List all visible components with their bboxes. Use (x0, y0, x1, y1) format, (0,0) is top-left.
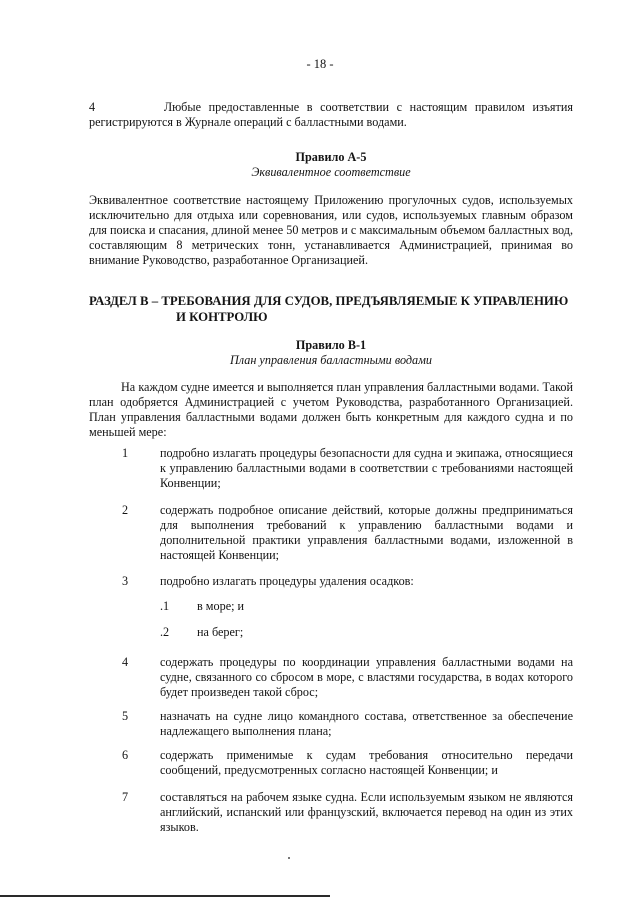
rule-a5-title: Правило А-5 (295, 150, 367, 164)
sub-item-text: на берег; (197, 625, 244, 639)
list-item-number: 3 (122, 574, 129, 588)
list-item-number: 1 (122, 446, 129, 460)
page-number: - 18 - (306, 57, 334, 71)
list-item-text: назначать на судне лицо командного состава, ответственное за обеспечение надлежащего выполнения плана; (160, 709, 573, 738)
list-item-number: 2 (122, 503, 129, 517)
exemptions-line-1: 4 Любые предоставленные в соответствии с настоящим правилом изъятия (89, 100, 573, 114)
scan-speck (288, 857, 290, 859)
list-item-number: 4 (122, 655, 129, 669)
section-b-line-1: РАЗДЕЛ В – ТРЕБОВАНИЯ ДЛЯ СУДОВ, ПРЕДЪЯВЛЯЕМЫЕ К УПРАВЛЕНИЮ (89, 294, 569, 308)
section-b-line-2: И КОНТРОЛЮ (176, 310, 268, 324)
sub-item-number: .2 (160, 625, 170, 639)
rule-a5-text: Эквивалентное соответствие настоящему Приложению прогулочных судов, используемых исключительно для отдыха или соревнования, или судов, используемых главным образом для поиска и спасания, длиной менее 50 метров и с максимальным объемом балластных вод, составляющим 8 метрических тонн, устанавливается Администрацией, принимая во внимание Руководство, разработанное Организацией. (89, 193, 573, 267)
sub-item-number: .1 (160, 599, 170, 613)
section-b-heading (89, 293, 579, 325)
list-item-text: подробно излагать процедуры безопасности для судна и экипажа, относящиеся к управлению балластными водами в соответствии с требованиями настоящей Конвенции; (160, 446, 573, 490)
list-item-text: составляться на рабочем языке судна. Если используемым языком не являются английский, испанский или французский, включается перевод на один из этих языков. (160, 790, 573, 834)
list-item-text: подробно излагать процедуры удаления осадков: (160, 574, 414, 588)
list-item-number: 6 (122, 748, 129, 762)
list-item-number: 5 (122, 709, 129, 723)
sub-item-text: в море; и (197, 599, 245, 613)
rule-a5-subtitle: Эквивалентное соответствие (251, 165, 411, 179)
rule-b1-title: Правило В-1 (295, 338, 367, 352)
list-item-text: содержать подробное описание действий, которые должны предприниматься для выполнения требований к управлению балластными водами и дополнительной практики управления балластными водами, изложенной в настоящей Конвенции; (160, 503, 573, 562)
list-item-text: содержать процедуры по координации управления балластными водами на судне, связанного со сбросом в море, с властями государства, в водах которого будет произведен такой сброс; (160, 655, 573, 699)
list-item-text: содержать применимые к судам требования относительно передачи сообщений, предусмотренных согласно настоящей Конвенции; и (160, 748, 573, 777)
list-item-number: 7 (122, 790, 129, 804)
footer-rule (0, 895, 330, 897)
exemptions-paragraph (89, 100, 573, 130)
exemptions-line-2: регистрируются в Журнале операций с балластными водами. (89, 115, 407, 129)
rule-b1-intro: На каждом судне имеется и выполняется план управления балластными водами. Такой план одобряется Администрацией с учетом Руководства, разработанного Организацией. План управления балластными водами должен быть конкретным для каждого судна и по меньшей мере: (89, 380, 573, 439)
rule-b1-subtitle: План управления балластными водами (229, 353, 433, 367)
